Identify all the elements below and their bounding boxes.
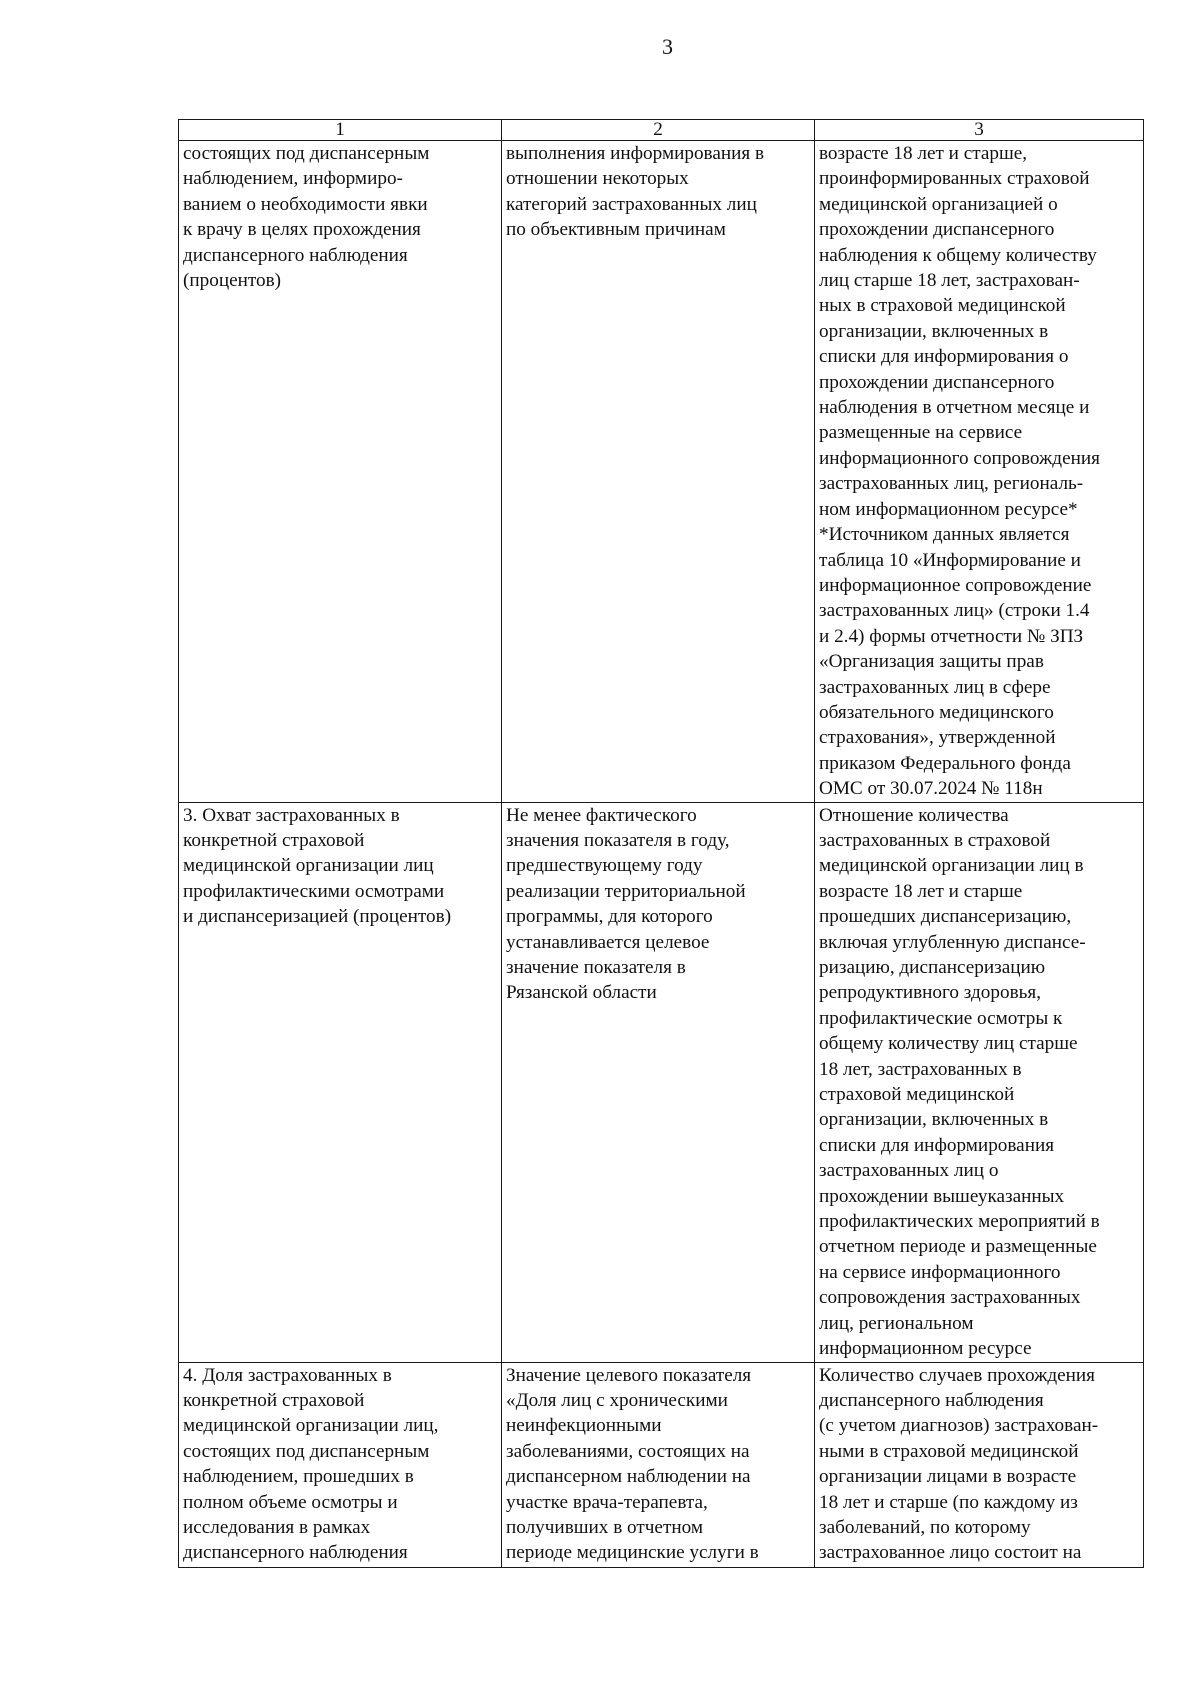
cell-line: полном объеме осмотры и bbox=[183, 1491, 398, 1513]
cell-line: страхования», утвержденной bbox=[819, 727, 1056, 749]
cell-line: и 2.4) формы отчетности № ЗПЗ bbox=[819, 625, 1084, 647]
cell-line: участке врача-терапевта, bbox=[506, 1491, 708, 1513]
cell-line: и диспансеризацией (процентов) bbox=[183, 906, 452, 928]
cell-line: Значение целевого показателя bbox=[506, 1364, 752, 1386]
cell-line: наблюдения в отчетном месяце и bbox=[819, 397, 1090, 419]
cell-line: состоящих под диспансерным bbox=[183, 1440, 430, 1462]
cell-line: Отношение количества bbox=[819, 804, 1009, 826]
cell-line: (процентов) bbox=[183, 270, 282, 292]
cell-line: списки для информирования о bbox=[819, 346, 1069, 368]
cell-line: неинфекционными bbox=[506, 1415, 662, 1437]
cell-line: предшествующему году bbox=[506, 855, 703, 877]
cell-line: застрахованное лицо состоит на bbox=[819, 1542, 1082, 1564]
target-value-cell bbox=[502, 802, 815, 1362]
cell-line: обязательного медицинского bbox=[819, 701, 1054, 723]
cell-line: профилактическими осмотрами bbox=[183, 880, 445, 902]
cell-line: диспансерного наблюдения bbox=[183, 244, 408, 266]
cell-line: медицинской организации лиц bbox=[183, 855, 434, 877]
cell-line: 3. Охват застрахованных в bbox=[183, 804, 400, 826]
cell-line: наблюдением, прошедших в bbox=[183, 1466, 414, 1488]
cell-line: прохождении диспансерного bbox=[819, 219, 1055, 241]
cell-line: на сервисе информационного bbox=[819, 1261, 1061, 1283]
table-header-row bbox=[179, 120, 1144, 141]
page-number: 3 bbox=[662, 34, 673, 59]
cell-line: заболеваниями, состоящих на bbox=[506, 1440, 750, 1462]
cell-line: размещенные на сервисе bbox=[819, 422, 1023, 444]
calculation-method-cell bbox=[815, 1362, 1144, 1567]
cell-line: конкретной страховой bbox=[183, 829, 365, 851]
cell-line: 18 лет, застрахованных в bbox=[819, 1058, 1022, 1080]
cell-line: репродуктивного здоровья, bbox=[819, 982, 1042, 1004]
cell-line: застрахованных лиц» (строки 1.4 bbox=[819, 600, 1090, 622]
cell-line: информационное сопровождение bbox=[819, 574, 1092, 596]
cell-line: включая углубленную диспансе- bbox=[819, 931, 1086, 953]
cell-line: (с учетом диагнозов) застрахован- bbox=[819, 1415, 1099, 1437]
cell-line: информационном ресурсе bbox=[819, 1338, 1032, 1360]
cell-line: «Организация защиты прав bbox=[819, 651, 1044, 673]
cell-line: застрахованных в страховой bbox=[819, 829, 1051, 851]
cell-line: диспансерного наблюдения bbox=[819, 1389, 1044, 1411]
cell-line: медицинской организации лиц, bbox=[183, 1415, 439, 1437]
cell-line: организации, включенных в bbox=[819, 1109, 1049, 1131]
cell-line: программы, для которого bbox=[506, 906, 713, 928]
cell-line: отчетном периоде и размещенные bbox=[819, 1236, 1097, 1258]
column-header-1: 1 bbox=[179, 120, 502, 141]
cell-line: заболеваний, по которому bbox=[819, 1517, 1031, 1538]
cell-line: возрасте 18 лет и старше bbox=[819, 880, 1023, 902]
cell-line: ванием о необходимости явки bbox=[183, 193, 428, 215]
indicator-name-cell bbox=[179, 1362, 502, 1567]
cell-line: конкретной страховой bbox=[183, 1389, 365, 1411]
cell-line: застрахованных лиц о bbox=[819, 1160, 999, 1182]
cell-line: таблица 10 «Информирование и bbox=[819, 549, 1081, 571]
table-row bbox=[179, 1362, 1144, 1567]
cell-line: ном информационном ресурсе* bbox=[819, 498, 1078, 520]
cell-line: профилактические осмотры к bbox=[819, 1007, 1063, 1029]
cell-line: наблюдения к общему количеству bbox=[819, 244, 1097, 266]
cell-line: наблюдением, информиро- bbox=[183, 168, 403, 190]
cell-line: исследования в рамках bbox=[183, 1517, 371, 1538]
cell-line: состоящих под диспансерным bbox=[183, 143, 430, 164]
cell-line: застрахованных лиц, региональ- bbox=[819, 473, 1084, 495]
cell-line: Рязанской области bbox=[506, 982, 657, 1004]
indicators-table bbox=[178, 119, 1144, 1568]
cell-line: лиц старше 18 лет, застрахован- bbox=[819, 270, 1080, 292]
cell-line: категорий застрахованных лиц bbox=[506, 193, 757, 215]
cell-line: списки для информирования bbox=[819, 1134, 1055, 1156]
cell-line: 18 лет и старше (по каждому из bbox=[819, 1491, 1078, 1513]
cell-line: ОМС от 30.07.2024 № 118н bbox=[819, 778, 1043, 800]
cell-line: информационного сопровождения bbox=[819, 447, 1100, 469]
cell-line: профилактических мероприятий в bbox=[819, 1211, 1100, 1233]
cell-line: ных в страховой медицинской bbox=[819, 295, 1066, 317]
indicator-name-cell bbox=[179, 802, 502, 1362]
table-row bbox=[179, 141, 1144, 803]
cell-line: страховой медицинской bbox=[819, 1084, 1015, 1106]
cell-line: ризацию, диспансеризацию bbox=[819, 957, 1046, 978]
cell-line: диспансерном наблюдении на bbox=[506, 1466, 751, 1488]
table-row bbox=[179, 802, 1144, 1362]
cell-line: проинформированных страховой bbox=[819, 168, 1090, 190]
cell-line: «Доля лиц с хроническими bbox=[506, 1389, 728, 1411]
cell-line: к врачу в целях прохождения bbox=[183, 219, 421, 241]
cell-line: застрахованных лиц в сфере bbox=[819, 676, 1051, 698]
cell-line: устанавливается целевое bbox=[506, 931, 710, 953]
cell-line: 4. Доля застрахованных в bbox=[183, 1364, 392, 1386]
column-header-3: 3 bbox=[815, 120, 1144, 141]
calculation-method-cell bbox=[815, 802, 1144, 1362]
cell-line: отношении некоторых bbox=[506, 168, 689, 190]
cell-line: *Источником данных является bbox=[819, 524, 1070, 546]
cell-line: медицинской организацией о bbox=[819, 193, 1058, 215]
indicator-name-cell bbox=[179, 141, 502, 803]
cell-line: прохождении диспансерного bbox=[819, 371, 1055, 393]
cell-line: организации лицами в возрасте bbox=[819, 1466, 1077, 1488]
calculation-method-cell bbox=[815, 141, 1144, 803]
cell-line: выполнения информирования в bbox=[506, 143, 765, 164]
cell-line: реализации территориальной bbox=[506, 880, 746, 902]
cell-line: диспансерного наблюдения bbox=[183, 1542, 408, 1564]
cell-line: прохождении вышеуказанных bbox=[819, 1185, 1065, 1207]
cell-line: по объективным причинам bbox=[506, 219, 726, 241]
cell-line: прошедших диспансеризацию, bbox=[819, 906, 1072, 928]
cell-line: Не менее фактического bbox=[506, 804, 697, 826]
cell-line: сопровождения застрахованных bbox=[819, 1287, 1081, 1309]
cell-line: получивших в отчетном bbox=[506, 1517, 703, 1538]
cell-line: периоде медицинские услуги в bbox=[506, 1542, 759, 1564]
cell-line: возрасте 18 лет и старше, bbox=[819, 143, 1028, 164]
cell-line: медицинской организации лиц в bbox=[819, 855, 1084, 877]
cell-line: общему количеству лиц старше bbox=[819, 1033, 1078, 1055]
cell-line: ными в страховой медицинской bbox=[819, 1440, 1079, 1462]
cell-line: лиц, региональном bbox=[819, 1312, 974, 1334]
target-value-cell bbox=[502, 141, 815, 803]
cell-line: приказом Федерального фонда bbox=[819, 752, 1071, 774]
target-value-cell bbox=[502, 1362, 815, 1567]
cell-line: значения показателя в году, bbox=[506, 829, 730, 851]
column-header-2: 2 bbox=[502, 120, 815, 141]
cell-line: Количество случаев прохождения bbox=[819, 1364, 1095, 1386]
cell-line: значение показателя в bbox=[506, 957, 686, 978]
cell-line: организации, включенных в bbox=[819, 320, 1049, 342]
